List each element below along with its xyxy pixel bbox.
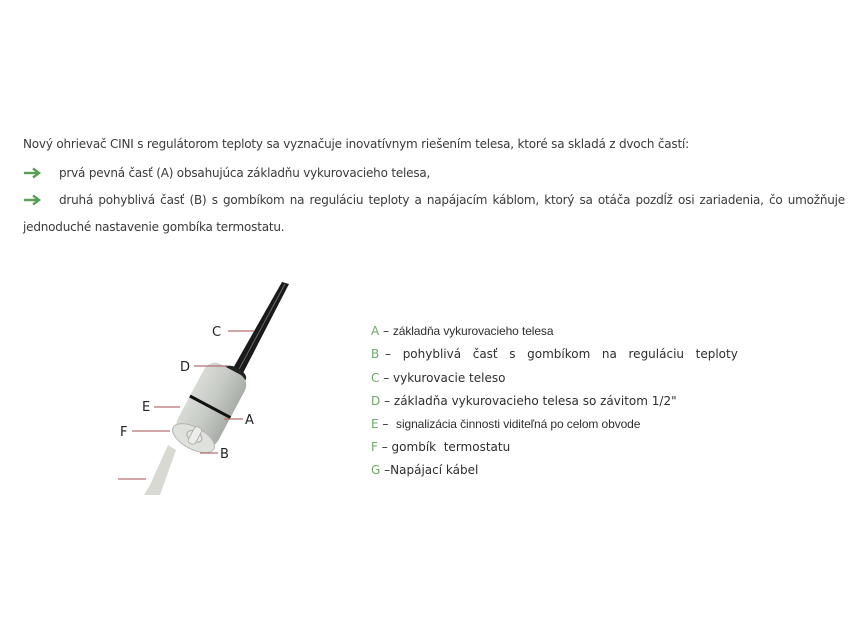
label-a: A: [245, 413, 254, 428]
heating-element: [232, 282, 289, 375]
heater-diagram: [110, 280, 300, 495]
bullet-item-movable-part: [23, 193, 845, 207]
legend-item-d: D – základňa vykurovacieho telesa so závitom 1/2": [371, 394, 677, 408]
bullet-item-fixed-part: [23, 166, 430, 180]
label-b: B: [220, 447, 229, 462]
legend-item-b: B – pohyblivá časť s gombíkom na reguláciu teploty: [371, 347, 738, 361]
power-cable: [144, 445, 176, 495]
legend-item-f: F – gombík termostatu: [371, 440, 511, 454]
legend-item-a: A – základňa vykurovacieho telesa: [371, 324, 554, 338]
arrow-right-icon: [23, 194, 43, 206]
intro-paragraph: Nový ohrievač CINI s regulátorom teploty sa vyznačuje inovatívnym riešením telesa, ktoré sa skladá z dvoch častí:: [23, 137, 689, 151]
label-e: E: [142, 400, 151, 415]
legend-item-e: E – signalizácia činnosti viditeľná po celom obvode: [371, 417, 641, 431]
bullet-continuation: jednoduché nastavenie gombíka termostatu.: [23, 220, 285, 234]
bullet-text: druhá pohyblivá časť (B) s gombíkom na reguláciu teploty a napájacím káblom, ktorý sa otáča pozdĺž osi zariadenia, čo umožňuje: [59, 193, 845, 207]
label-d: D: [180, 360, 191, 375]
label-c: C: [212, 325, 222, 340]
arrow-right-icon: [23, 167, 43, 179]
legend-item-c: C – vykurovacie teleso: [371, 371, 506, 385]
bullet-text: prvá pevná časť (A) obsahujúca základňu vykurovacieho telesa,: [59, 166, 431, 180]
legend-item-g: G –Napájací kábel: [371, 463, 479, 477]
label-f: F: [120, 425, 128, 440]
